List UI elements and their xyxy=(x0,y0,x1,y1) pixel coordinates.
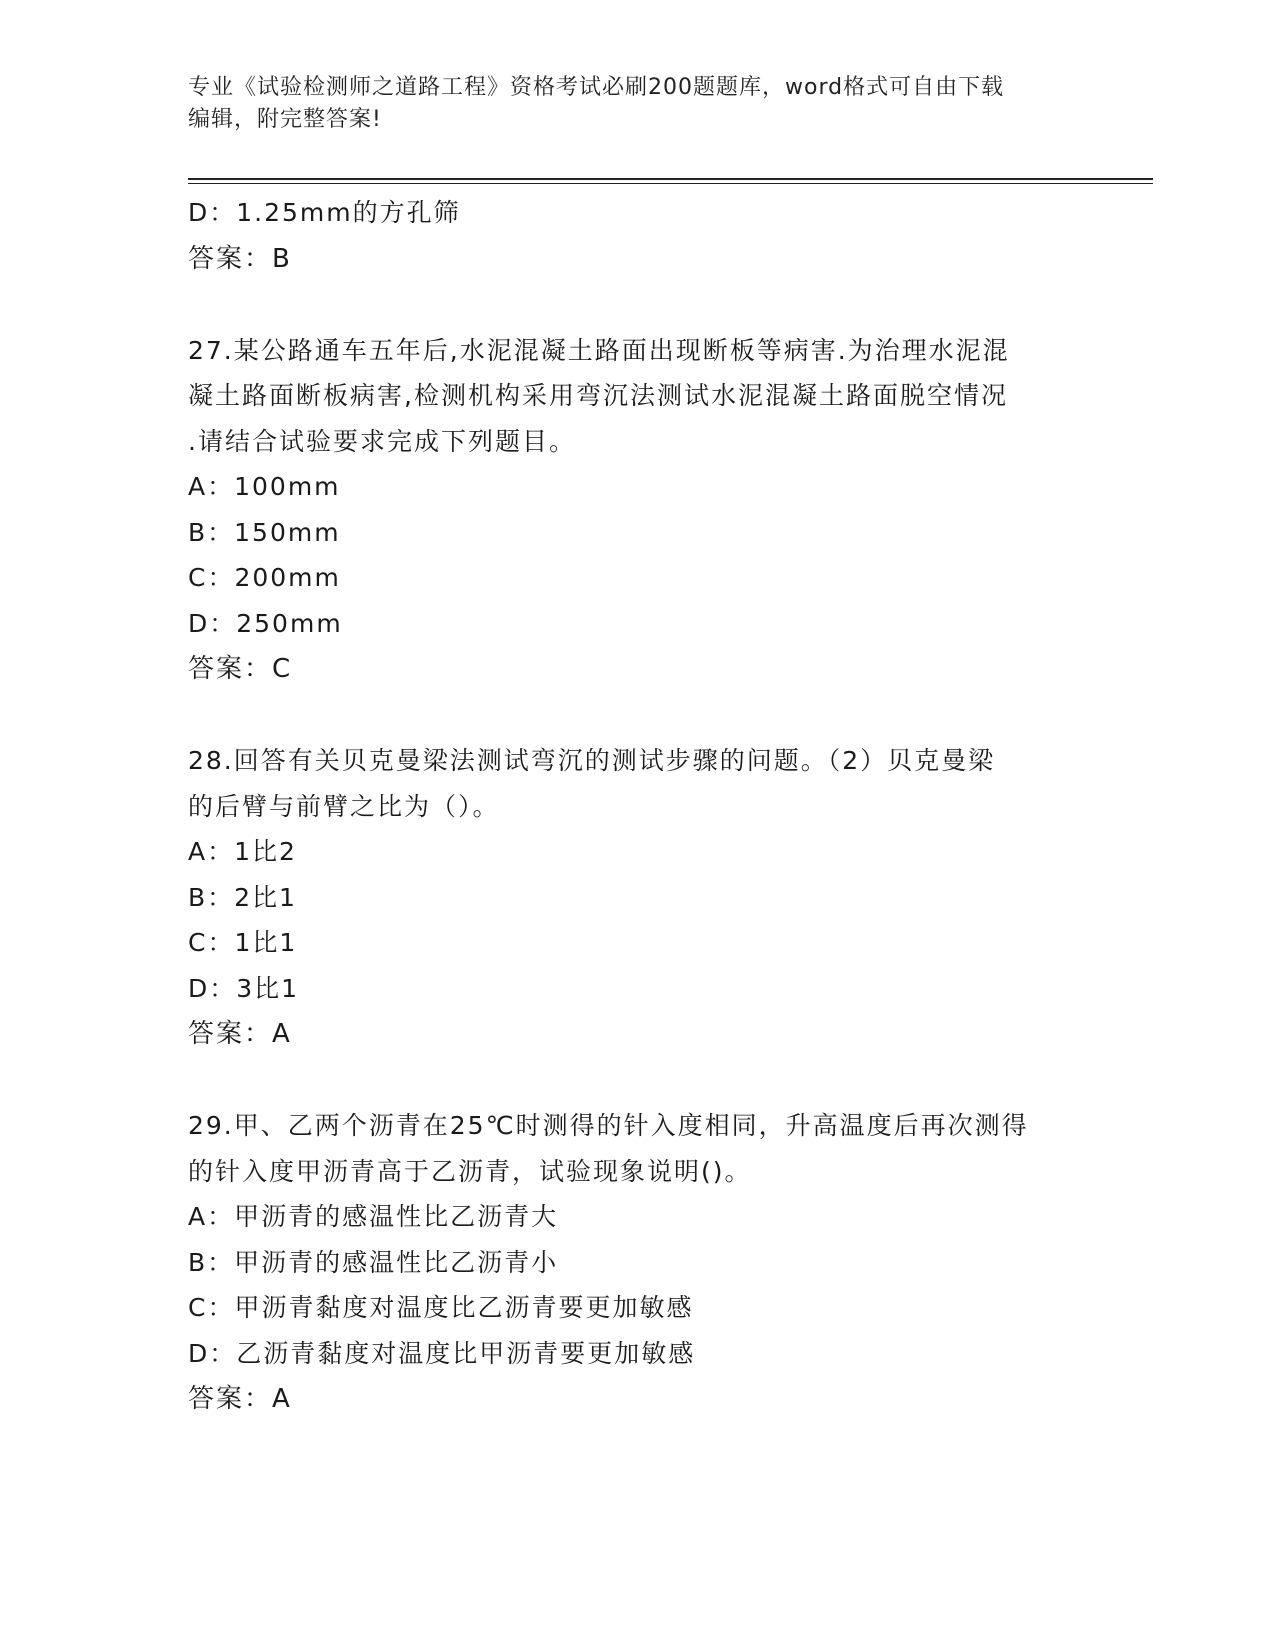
option-b: B：2比1 xyxy=(188,882,297,912)
option-c: C：200mm xyxy=(188,563,341,592)
question-28 xyxy=(188,738,1108,1057)
option-d: D：3比1 xyxy=(188,973,300,1003)
question-text-line: 28.回答有关贝克曼梁法测试弯沉的测试步骤的问题。（2）贝克曼梁 xyxy=(188,746,996,775)
question-text-line: 29.甲、乙两个沥青在25℃时测得的针入度相同，升高温度后再次测得 xyxy=(188,1111,1029,1140)
option-c: C：甲沥青黏度对温度比乙沥青要更加敏感 xyxy=(188,1293,694,1322)
option-a: A：甲沥青的感温性比乙沥青大 xyxy=(188,1202,559,1231)
question-27 xyxy=(188,328,1108,693)
header-rule-thin xyxy=(188,183,1153,184)
spacer xyxy=(188,692,1108,738)
option-a: A：100mm xyxy=(188,472,341,501)
question-text-line: .请结合试验要求完成下列题目。 xyxy=(188,426,576,456)
header-rule-thick xyxy=(188,178,1153,180)
spacer xyxy=(188,282,1108,328)
question-content xyxy=(188,190,1108,1422)
option-b: B：甲沥青的感温性比乙沥青小 xyxy=(188,1247,559,1277)
header-line-2: 编辑，附完整答案! xyxy=(188,107,382,132)
option-d: D：250mm xyxy=(188,608,343,638)
header-line-1: 专业《试验检测师之道路工程》资格考试必刷200题题库，word格式可自由下载 xyxy=(188,75,1005,100)
option-c: C：1比1 xyxy=(188,928,298,957)
question-text-line: 的针入度甲沥青高于乙沥青，试验现象说明()。 xyxy=(188,1156,752,1186)
option-d: D：乙沥青黏度对温度比甲沥青要更加敏感 xyxy=(188,1338,696,1368)
option-a: A：1比2 xyxy=(188,837,297,866)
option-d: D：1.25mm的方孔筛 xyxy=(188,198,461,227)
previous-question-tail xyxy=(188,190,1108,282)
question-text-line: 27.某公路通车五年后,水泥混凝土路面出现断板等病害.为治理水泥混 xyxy=(188,335,1010,365)
answer-line: 答案：B xyxy=(188,243,292,274)
page-header xyxy=(188,72,1078,136)
answer-line: 答案：A xyxy=(188,1019,292,1049)
question-text-line: 的后臂与前臂之比为（）。 xyxy=(188,791,500,821)
answer-line: 答案：A xyxy=(188,1384,292,1414)
spacer xyxy=(188,1057,1108,1103)
question-text-line: 凝土路面断板病害,检测机构采用弯沉法测试水泥混凝土路面脱空情况 xyxy=(188,381,1008,410)
option-b: B：150mm xyxy=(188,517,341,547)
question-29 xyxy=(188,1103,1108,1422)
answer-line: 答案：C xyxy=(188,654,293,684)
